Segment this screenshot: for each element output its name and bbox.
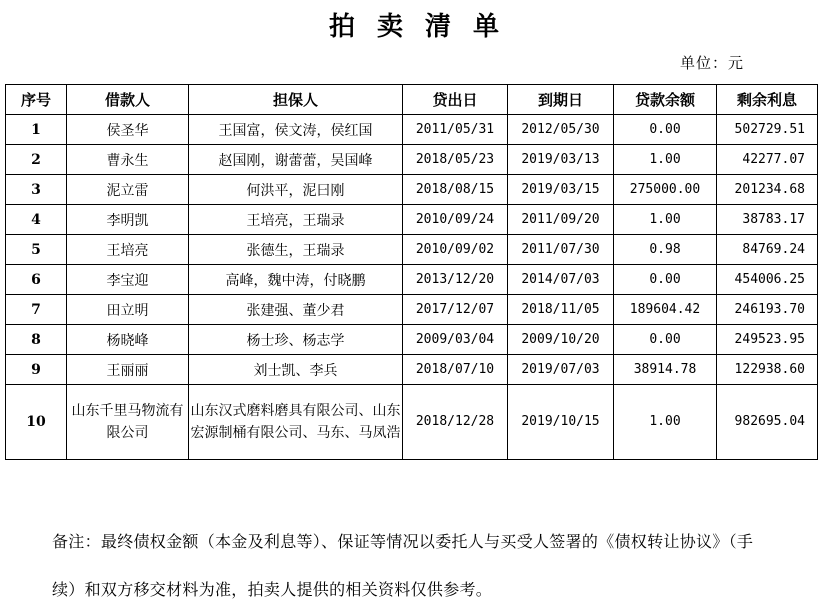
table-row — [6, 385, 818, 460]
table-row — [6, 265, 818, 295]
cell-loan-date: 2017/12/07 — [403, 295, 508, 325]
cell-loan-date: 2013/12/20 — [403, 265, 508, 295]
cell-index: 5 — [6, 235, 67, 265]
table-row — [6, 145, 818, 175]
cell-loan-balance: 0.00 — [614, 325, 717, 355]
cell-due-date: 2019/07/03 — [508, 355, 614, 385]
cell-due-date: 2019/03/15 — [508, 175, 614, 205]
cell-index: 10 — [6, 385, 67, 460]
auction-table — [5, 84, 818, 460]
cell-due-date: 2019/10/15 — [508, 385, 614, 460]
cell-guarantor: 张德生，王瑞录 — [189, 235, 403, 265]
cell-borrower: 杨晓峰 — [67, 325, 189, 355]
cell-due-date: 2018/11/05 — [508, 295, 614, 325]
cell-borrower: 田立明 — [67, 295, 189, 325]
table-row — [6, 325, 818, 355]
table-row — [6, 235, 818, 265]
cell-guarantor: 赵国刚，谢蕾蕾，吴国峰 — [189, 145, 403, 175]
table-row — [6, 175, 818, 205]
table-row — [6, 205, 818, 235]
cell-index: 3 — [6, 175, 67, 205]
cell-remaining-interest: 982695.04 — [717, 385, 818, 460]
header-index: 序号 — [6, 85, 67, 115]
cell-borrower: 李明凯 — [67, 205, 189, 235]
cell-index: 7 — [6, 295, 67, 325]
cell-due-date: 2012/05/30 — [508, 115, 614, 145]
cell-remaining-interest: 246193.70 — [717, 295, 818, 325]
cell-index: 8 — [6, 325, 67, 355]
cell-guarantor: 张建强、董少君 — [189, 295, 403, 325]
cell-remaining-interest: 249523.95 — [717, 325, 818, 355]
cell-index: 9 — [6, 355, 67, 385]
unit-label: 单位：元 — [679, 54, 744, 72]
cell-loan-date: 2018/07/10 — [403, 355, 508, 385]
cell-loan-balance: 1.00 — [614, 145, 717, 175]
footnote: 备注：最终债权金额（本金及利息等）、保证等情况以委托人与买受人签署的《债权转让协议》（手续）和双方移交材料为准，拍卖人提供的相关资料仅供参考。 — [52, 532, 754, 599]
header-loan-balance: 贷款余额 — [614, 85, 717, 115]
cell-index: 1 — [6, 115, 67, 145]
cell-loan-date: 2010/09/24 — [403, 205, 508, 235]
header-loan-date: 贷出日 — [403, 85, 508, 115]
cell-loan-balance: 1.00 — [614, 205, 717, 235]
cell-borrower: 侯圣华 — [67, 115, 189, 145]
cell-remaining-interest: 502729.51 — [717, 115, 818, 145]
cell-guarantor: 王培亮，王瑞录 — [189, 205, 403, 235]
cell-due-date: 2019/03/13 — [508, 145, 614, 175]
cell-loan-balance: 275000.00 — [614, 175, 717, 205]
cell-guarantor: 高峰，魏中涛，付晓鹏 — [189, 265, 403, 295]
cell-remaining-interest: 454006.25 — [717, 265, 818, 295]
cell-borrower: 泥立雷 — [67, 175, 189, 205]
cell-guarantor: 杨士珍、杨志学 — [189, 325, 403, 355]
cell-due-date: 2009/10/20 — [508, 325, 614, 355]
cell-loan-balance: 1.00 — [614, 385, 717, 460]
cell-remaining-interest: 122938.60 — [717, 355, 818, 385]
cell-remaining-interest: 42277.07 — [717, 145, 818, 175]
cell-borrower: 王培亮 — [67, 235, 189, 265]
cell-index: 6 — [6, 265, 67, 295]
cell-due-date: 2014/07/03 — [508, 265, 614, 295]
cell-remaining-interest: 201234.68 — [717, 175, 818, 205]
cell-loan-balance: 38914.78 — [614, 355, 717, 385]
cell-index: 2 — [6, 145, 67, 175]
cell-remaining-interest: 38783.17 — [717, 205, 818, 235]
cell-loan-date: 2018/05/23 — [403, 145, 508, 175]
cell-remaining-interest: 84769.24 — [717, 235, 818, 265]
cell-loan-balance: 0.98 — [614, 235, 717, 265]
table-row — [6, 355, 818, 385]
cell-index: 4 — [6, 205, 67, 235]
cell-borrower: 山东千里马物流有限公司 — [67, 385, 189, 460]
cell-loan-balance: 0.00 — [614, 265, 717, 295]
header-remaining-interest: 剩余利息 — [717, 85, 818, 115]
cell-borrower: 曹永生 — [67, 145, 189, 175]
cell-borrower: 王丽丽 — [67, 355, 189, 385]
cell-loan-date: 2010/09/02 — [403, 235, 508, 265]
page-title: 拍卖清单 — [328, 12, 521, 42]
cell-loan-date: 2018/12/28 — [403, 385, 508, 460]
cell-guarantor: 山东汉式磨料磨具有限公司、山东宏源制桶有限公司、马东、马凤浩 — [189, 385, 403, 460]
cell-due-date: 2011/09/20 — [508, 205, 614, 235]
table-header-row — [6, 85, 818, 115]
cell-loan-date: 2018/08/15 — [403, 175, 508, 205]
header-guarantor: 担保人 — [189, 85, 403, 115]
cell-guarantor: 刘士凯、李兵 — [189, 355, 403, 385]
cell-due-date: 2011/07/30 — [508, 235, 614, 265]
cell-loan-date: 2009/03/04 — [403, 325, 508, 355]
header-due-date: 到期日 — [508, 85, 614, 115]
cell-guarantor: 何洪平，泥曰刚 — [189, 175, 403, 205]
cell-loan-balance: 189604.42 — [614, 295, 717, 325]
table-row — [6, 295, 818, 325]
table-row — [6, 115, 818, 145]
cell-loan-date: 2011/05/31 — [403, 115, 508, 145]
cell-borrower: 李宝迎 — [67, 265, 189, 295]
cell-loan-balance: 0.00 — [614, 115, 717, 145]
header-borrower: 借款人 — [67, 85, 189, 115]
cell-guarantor: 王国富，侯文涛，侯红国 — [189, 115, 403, 145]
